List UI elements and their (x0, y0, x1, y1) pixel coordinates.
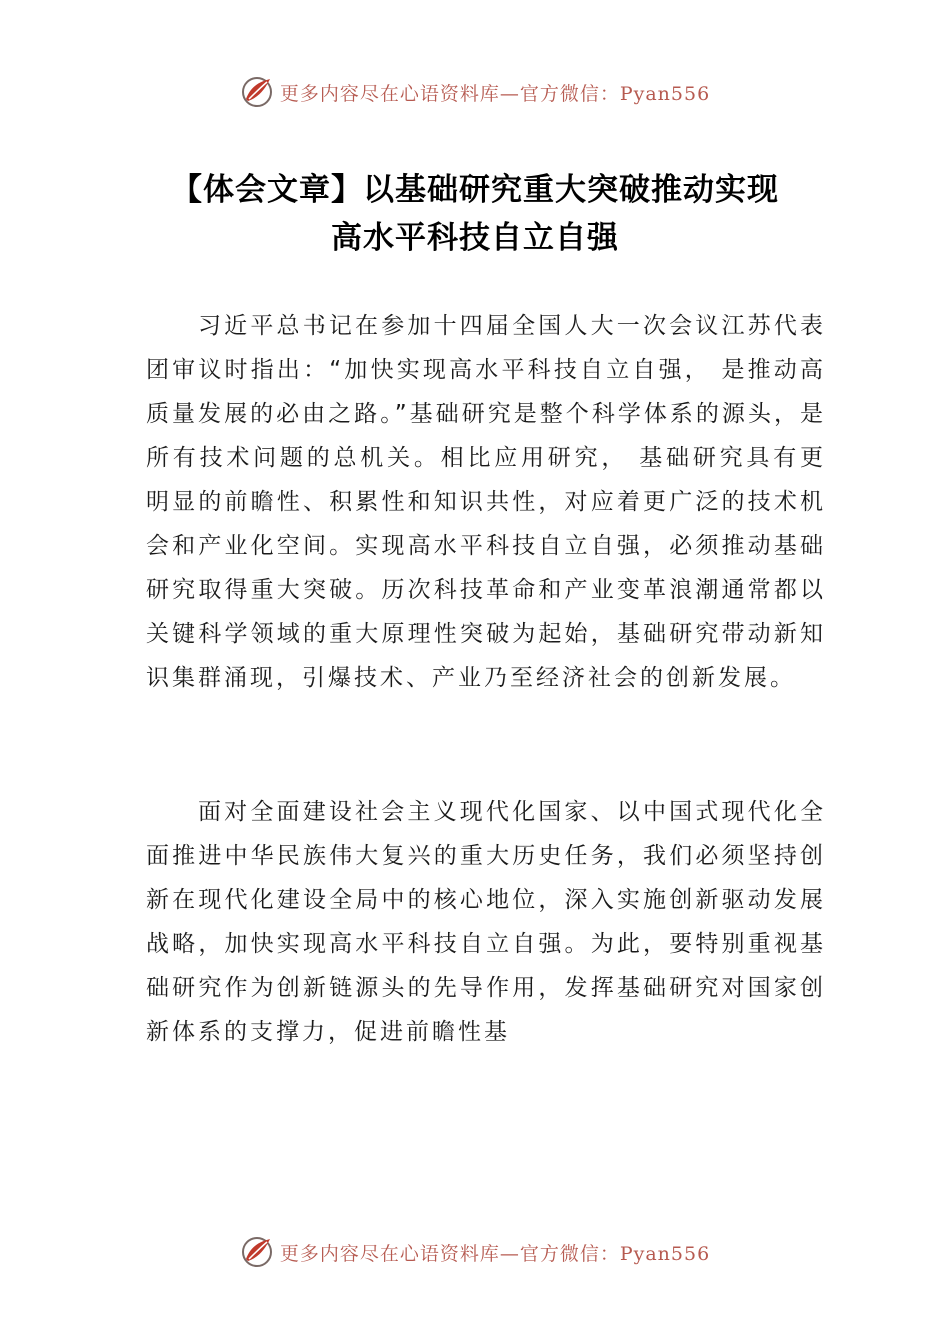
body-paragraph-2: 面对全面建设社会主义现代化国家、以中国式现代化全面推进中华民族伟大复兴的重大历史任务，我们必须坚持创新在现代化建设全局中的核心地位，深入实施创新驱动发展战略，加快实现高水平科技自立自强。为此，要特别重视基础研究作为创新链源头的先导作用，发挥基础研究对国家创新体系的支撑力，促进前瞻性基 (146, 799, 826, 1045)
footer-banner (0, 1230, 950, 1274)
header-banner (0, 70, 950, 114)
footer-banner-text: 更多内容尽在心语资料库—官方微信：Pyan556 (279, 1242, 711, 1265)
body-paragraph-1: 习近平总书记在参加十四届全国人大一次会议江苏代表团审议时指出：“加快实现高水平科技自立自强， 是推动高质量发展的必由之路。”基础研究是整个科学体系的源头，是所有技术问题的总机关。相比应用研究， 基础研究具有更明显的前瞻性、积累性和知识共性，对应着更广泛的技术机会和产业化空间。实现高水平科技自立自强，必须推动基础研究取得重大突破。历次科技革命和产业变革浪潮通常都以关键科学领域的重大原理性突破为起始，基础研究带动新知识集群涌现，引爆技术、产业乃至经济社会的创新发展。 (146, 313, 826, 691)
leaf-circle-logo-icon (240, 75, 274, 109)
document-title (95, 166, 855, 262)
header-banner-text: 更多内容尽在心语资料库—官方微信：Pyan556 (279, 82, 711, 105)
title-line-2: 高水平科技自立自强 (331, 220, 619, 256)
leaf-circle-logo-icon (240, 1235, 274, 1269)
title-line-1: 【体会文章】以基础研究重大突破推动实现 (171, 172, 779, 208)
